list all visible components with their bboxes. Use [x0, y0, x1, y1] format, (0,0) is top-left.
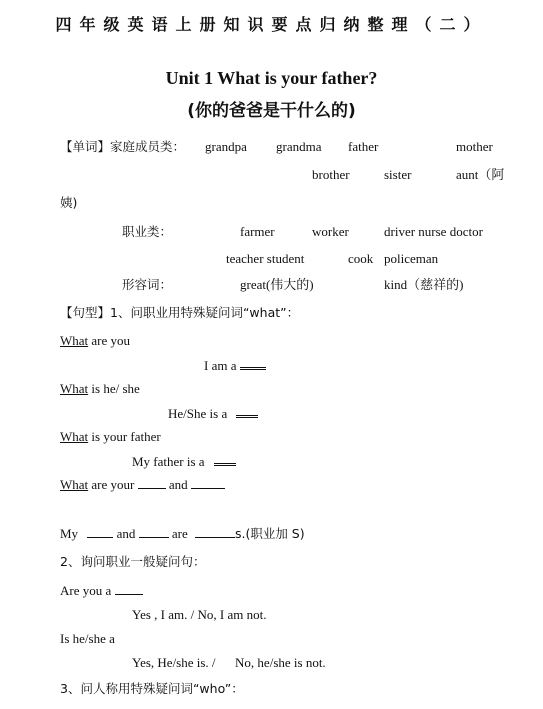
question-line	[60, 333, 130, 349]
answer-blank	[138, 477, 166, 489]
answer-line	[204, 357, 266, 374]
sentences-label: 【句型】1、问职业用特殊疑问词“what”：	[60, 305, 300, 320]
question-text: is your father	[88, 429, 161, 444]
statement-text: are	[171, 526, 188, 541]
answer-blank	[139, 526, 169, 538]
answer-line: Yes , I am. / No, I am not.	[132, 607, 267, 622]
question-word: What	[60, 477, 89, 492]
question-word: What	[60, 333, 89, 348]
vocab-word: great(伟大的)	[240, 277, 314, 292]
question-word: What	[60, 381, 89, 396]
question-line: Is he/she a	[60, 631, 115, 646]
vocab-word: kind（慈祥的)	[384, 277, 464, 292]
answer-text: He/She is a	[168, 406, 228, 421]
question-line	[60, 477, 225, 493]
answer-line	[132, 453, 236, 470]
vocab-word: aunt（阿	[456, 167, 505, 182]
question-line	[60, 583, 143, 599]
answer-blank	[214, 453, 236, 466]
answer-blank	[115, 583, 143, 595]
vocab-word: sister	[384, 167, 412, 182]
statement-text: My	[60, 526, 79, 541]
jobs-label: 职业类：	[122, 224, 173, 239]
vocab-word: brother	[312, 167, 350, 182]
unit-title-chinese: (你的爸爸是干什么的)	[187, 101, 356, 121]
statement-line	[60, 526, 305, 542]
vocab-word: grandpa	[205, 139, 247, 154]
unit-title: Unit 1 What is your father?	[165, 68, 378, 88]
vocab-word-wrap: 姨)	[60, 195, 78, 210]
answer-line	[168, 405, 258, 422]
vocab-word: cook	[348, 251, 374, 266]
question-text: are you	[88, 333, 131, 348]
question-text: and	[168, 477, 188, 492]
section-3-label: 3、问人称用特殊疑问词“who”：	[60, 681, 244, 696]
adj-label: 形容词：	[122, 277, 173, 292]
question-word: What	[60, 429, 89, 444]
page-title: 四年级英语上册知识要点归纳整理（二）	[55, 15, 488, 34]
answer-line: Yes, He/she is. / No, he/she is not.	[132, 655, 326, 670]
vocab-word: driver nurse doctor	[384, 224, 483, 239]
question-line	[60, 381, 140, 397]
answer-blank	[195, 526, 235, 538]
vocab-word: father	[348, 139, 379, 154]
answer-blank	[87, 526, 113, 538]
answer-blank	[191, 477, 225, 489]
answer-blank	[236, 405, 258, 418]
vocab-word: policeman	[384, 251, 439, 266]
vocab-word: grandma	[276, 139, 322, 154]
answer-text: I am a	[204, 358, 237, 373]
statement-text: and	[116, 526, 136, 541]
question-line	[60, 429, 161, 445]
question-text: is he/ she	[88, 381, 140, 396]
statement-text: s.(职业加 S)	[234, 526, 305, 541]
question-text: Are you a	[60, 583, 112, 598]
vocab-word: mother	[456, 139, 493, 154]
answer-text: My father is a	[132, 454, 205, 469]
answer-blank	[240, 357, 266, 370]
vocab-word: worker	[312, 224, 349, 239]
question-text: are your	[88, 477, 135, 492]
vocab-word: teacher student	[226, 251, 305, 266]
vocab-word: farmer	[240, 224, 275, 239]
vocab-label: 【单词】家庭成员类：	[60, 139, 186, 154]
section-2-label: 2、询问职业一般疑问句：	[60, 554, 206, 569]
